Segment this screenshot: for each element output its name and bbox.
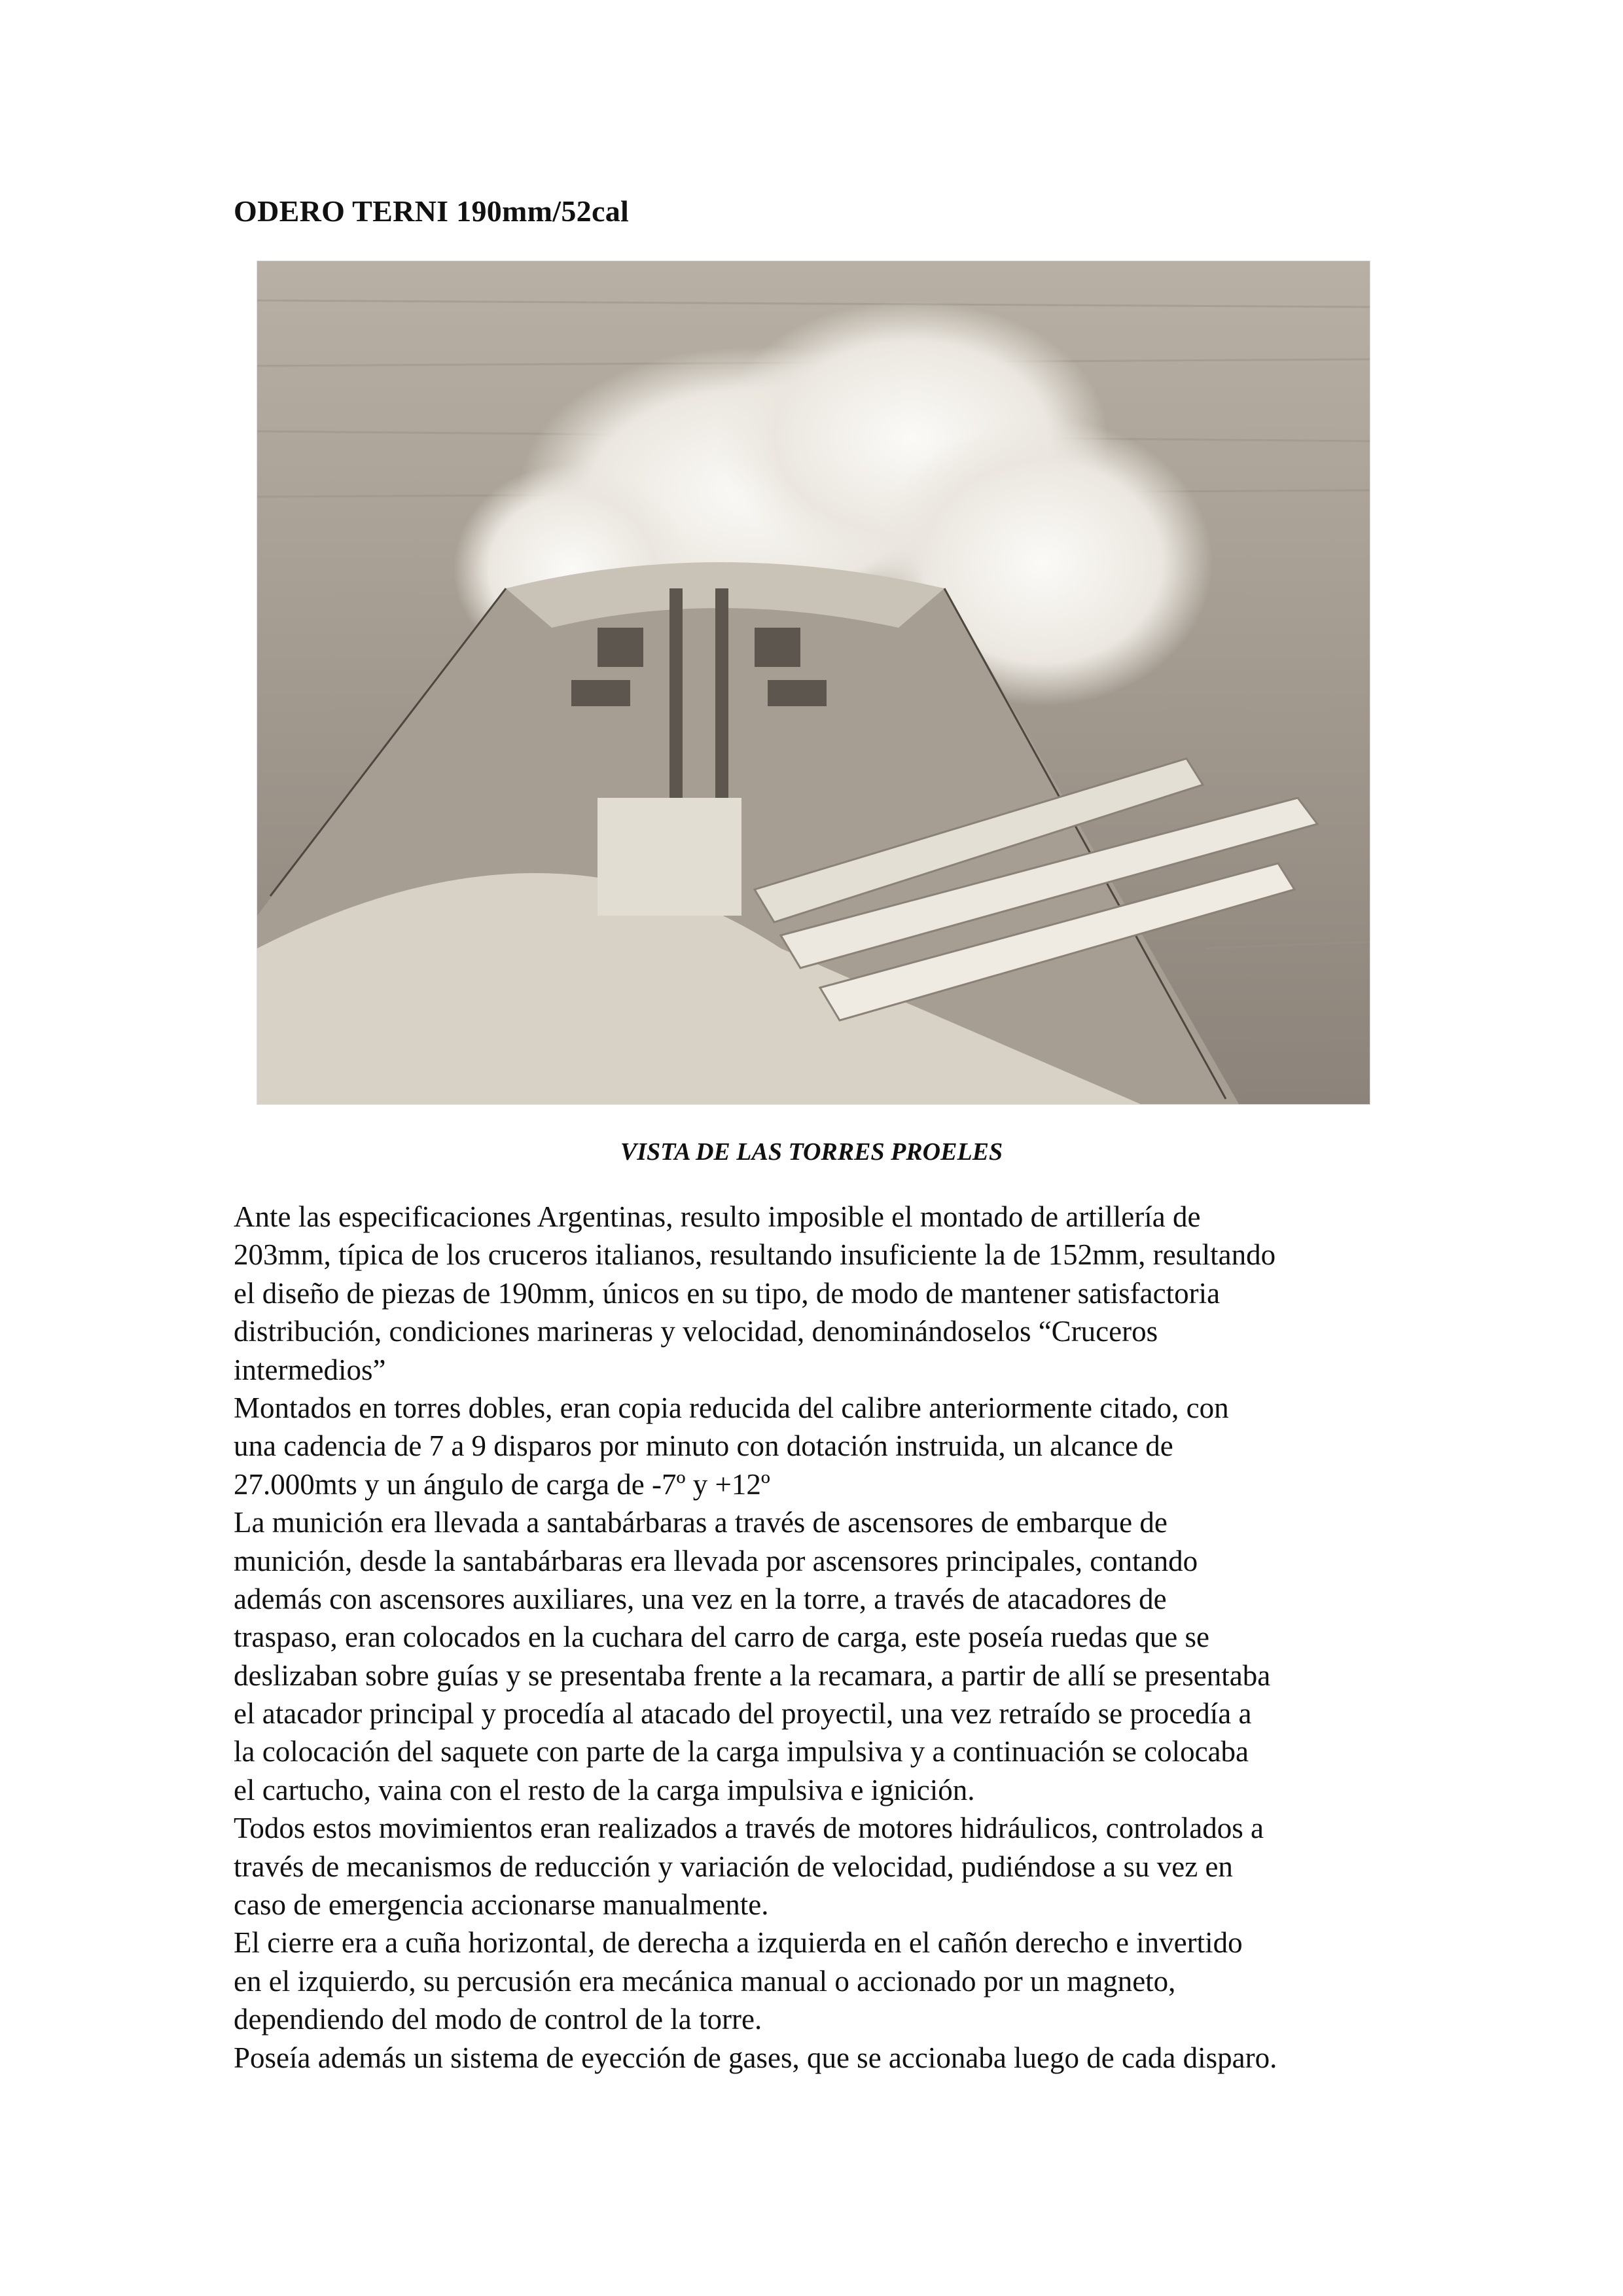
- ship-bow-turrets-photo: [257, 260, 1370, 1105]
- text-line: dependiendo del modo de control de la torre.: [234, 2003, 762, 2036]
- text-line: el atacador principal y procedía al atacado del proyectil, una vez retraído se procedía a: [234, 1697, 1252, 1731]
- text-line: 27.000mts y un ángulo de carga de -7º y +12º: [234, 1467, 770, 1501]
- text-line: la colocación del saquete con parte de la carga impulsiva y a continuación se colocaba: [234, 1735, 1249, 1768]
- body-text: [234, 1198, 1405, 2077]
- text-line: intermedios”: [234, 1353, 386, 1386]
- text-line: Ante las especificaciones Argentinas, resulto imposible el montado de artillería de: [234, 1200, 1201, 1233]
- photo-illustration: [257, 261, 1370, 1104]
- text-line: Todos estos movimientos eran realizados a través de motores hidráulicos, controlados a: [234, 1812, 1264, 1845]
- text-line: distribución, condiciones marineras y velocidad, denominándoselos “Cruceros: [234, 1315, 1158, 1348]
- text-line: una cadencia de 7 a 9 disparos por minuto con dotación instruida, un alcance de: [234, 1429, 1173, 1463]
- text-line: 203mm, típica de los cruceros italianos, resultando insuficiente la de 152mm, resultando: [234, 1238, 1276, 1272]
- text-line: munición, desde la santabárbaras era llevada por ascensores principales, contando: [234, 1544, 1198, 1577]
- text-line: deslizaban sobre guías y se presentaba frente a la recamara, a partir de allí se presentaba: [234, 1659, 1271, 1692]
- text-line: además con ascensores auxiliares, una vez en la torre, a través de atacadores de: [234, 1582, 1167, 1615]
- text-line: el diseño de piezas de 190mm, únicos en su tipo, de modo de mantener satisfactoria: [234, 1276, 1221, 1310]
- text-line: el cartucho, vaina con el resto de la carga impulsiva e ignición.: [234, 1773, 975, 1806]
- turret-hatch: [597, 798, 741, 916]
- text-line: El cierre era a cuña horizontal, de derecha a izquierda en el cañón derecho e invertido: [234, 1926, 1243, 1960]
- page-title: ODERO TERNI 190mm/52cal: [234, 194, 630, 228]
- photo-caption: VISTA DE LAS TORRES PROELES: [620, 1138, 1003, 1166]
- text-line: Poseía además un sistema de eyección de gases, que se accionaba luego de cada disparo.: [234, 2041, 1277, 2074]
- text-line: traspaso, eran colocados en la cuchara del carro de carga, este poseía ruedas que se: [234, 1621, 1209, 1654]
- text-line: caso de emergencia accionarse manualmente.: [234, 1888, 769, 1922]
- text-line: La munición era llevada a santabárbaras a través de ascensores de embarque de: [234, 1506, 1168, 1539]
- text-line: través de mecanismos de reducción y variación de velocidad, pudiéndose a su vez en: [234, 1850, 1233, 1883]
- text-line: en el izquierdo, su percusión era mecánica manual o accionado por un magneto,: [234, 1964, 1176, 1998]
- text-line: Montados en torres dobles, eran copia reducida del calibre anteriormente citado, con: [234, 1391, 1229, 1424]
